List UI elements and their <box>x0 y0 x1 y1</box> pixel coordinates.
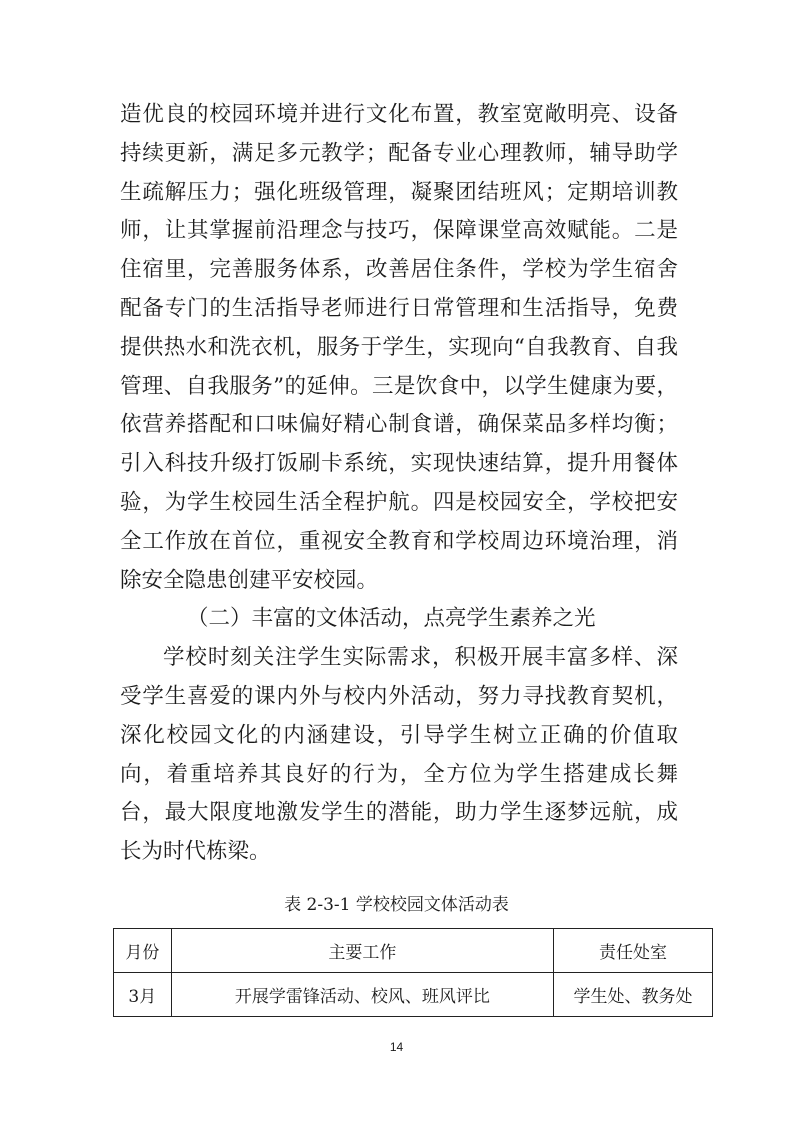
table-caption: 表 2-3-1 学校校园文体活动表 <box>284 895 509 915</box>
header-month: 月份 <box>114 929 172 973</box>
header-work: 主要工作 <box>171 929 553 973</box>
cell-work: 开展学雷锋活动、校风、班风评比 <box>171 973 553 1017</box>
header-dept: 责任处室 <box>553 929 712 973</box>
paragraph-continued: 造优良的校园环境并进行文化布置，教室宽敞明亮、设备持续更新，满足多元教学；配备专业心理教师，辅导助学生疏解压力；强化班级管理，凝聚团结班风；定期培训教师，让其掌握前沿理念与技巧，保障课堂高效赋能。二是住宿里，完善服务体系，改善居住条件，学校为学生宿舍配备专门的生活指导老师进行日常管理和生活指导，免费提供热水和洗衣机，服务于学生，实现向“自我教育、自我管理、自我服务”的延伸。三是饮食中，以学生健康为要，依营养搭配和口味偏好精心制食谱，确保菜品多样均衡；引入科技升级打饭刷卡系统，实现快速结算，提升用餐体验，为学生校园生活全程护航。四是校园安全，学校把安全工作放在首位，重视安全教育和学校周边环境治理，消除安全隐患创建平安校园。 <box>120 102 678 593</box>
section-heading: （二）丰富的文体活动，点亮学生素养之光 <box>187 606 596 632</box>
cell-dept: 学生处、教务处 <box>553 973 712 1017</box>
table-header-row <box>114 929 713 973</box>
cell-month: 3月 <box>114 973 172 1017</box>
body-text <box>120 96 678 872</box>
paragraph-activities: 学校时刻关注学生实际需求，积极开展丰富多样、深受学生喜爱的课内外与校内外活动，努力寻找教育契机，深化校园文化的内涵建设，引导学生树立正确的价值取向，着重培养其良好的行为，全方位为学生搭建成长舞台，最大限度地激发学生的潜能，助力学生逐梦远航，成长为时代栋梁。 <box>120 645 678 865</box>
activities-table <box>113 928 713 1017</box>
page-number: 14 <box>389 1040 404 1054</box>
table-row <box>114 973 713 1017</box>
